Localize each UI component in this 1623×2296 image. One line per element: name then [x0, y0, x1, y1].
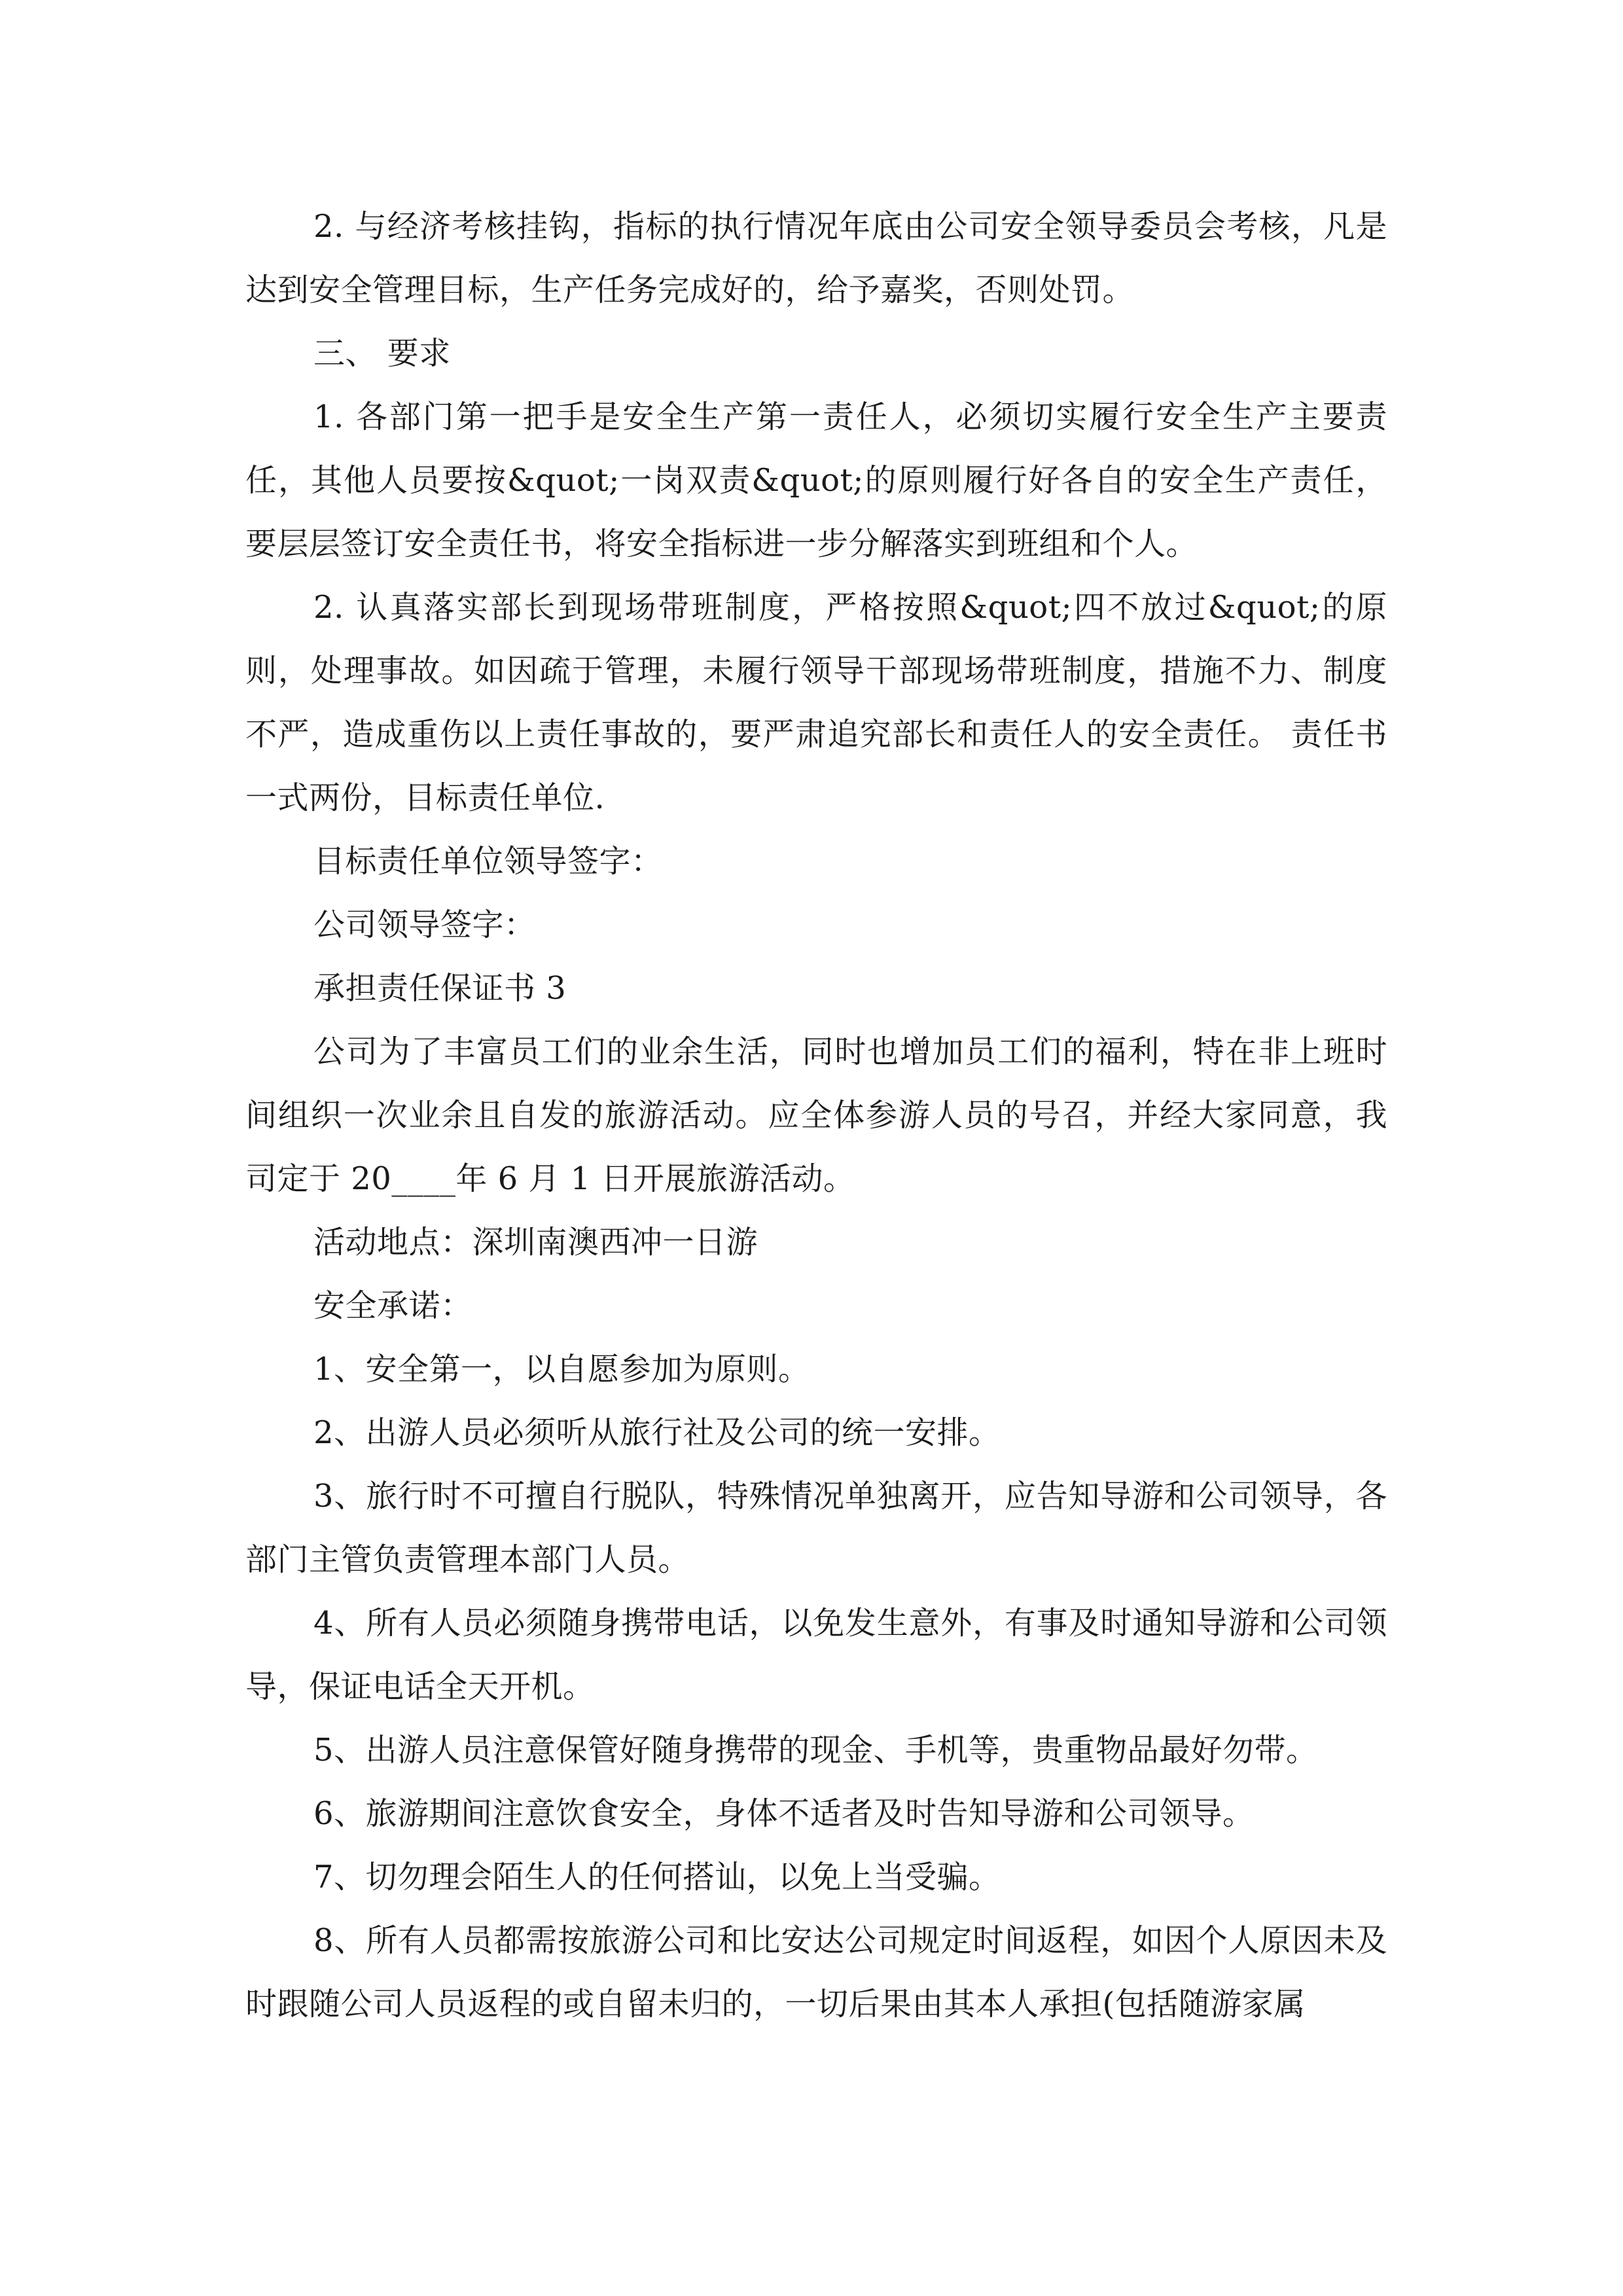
- safety-item-8: 8、所有人员都需按旅游公司和比安达公司规定时间返程，如因个人原因未及时跟随公司人员返程的或自留未归的，一切后果由其本人承担(包括随游家属: [245, 1922, 1387, 2022]
- paragraph-requirement-2: 2. 认真落实部长到现场带班制度，严格按照&quot;四不放过&quot;的原则，处理事故。如因疏于管理，未履行领导干部现场带班制度，措施不力、制度不严，造成重伤以上责任事故的，要严肃追究部长和责任人的安全责任。 责任书一式两份，目标责任单位.: [245, 589, 1387, 816]
- section-heading-requirements: 三、 要求: [313, 335, 451, 372]
- safety-item-1: 1、安全第一，以自愿参加为原则。: [313, 1351, 810, 1388]
- paragraph-assessment: 2. 与经济考核挂钩，指标的执行情况年底由公司安全领导委员会考核，凡是达到安全管理目标，生产任务完成好的，给予嘉奖，否则处罚。: [245, 208, 1387, 308]
- safety-item-2: 2、出游人员必须听从旅行社及公司的统一安排。: [313, 1414, 1001, 1451]
- document-title-guarantee-3: 承担责任保证书 3: [313, 970, 567, 1007]
- document-body: [245, 195, 1387, 2036]
- safety-item-6: 6、旅游期间注意饮食安全，身体不适者及时告知导游和公司领导。: [313, 1795, 1255, 1832]
- paragraph-trip-intro: 公司为了丰富员工们的业余生活，同时也增加员工们的福利，特在非上班时间组织一次业余且自发的旅游活动。应全体参游人员的号召，并经大家同意，我司定于 20____年 6 月 1 日开展旅游活动。: [245, 1033, 1387, 1197]
- paragraph-safety-heading: 安全承诺：: [313, 1287, 473, 1324]
- paragraph-trip-location: 活动地点：深圳南澳西冲一日游: [313, 1224, 758, 1261]
- paragraph-requirement-1: 1. 各部门第一把手是安全生产第一责任人，必须切实履行安全生产主要责任，其他人员要按&quot;一岗双责&quot;的原则履行好各自的安全生产责任，要层层签订安全责任书，将安全指标进一步分解落实到班组和个人。: [245, 399, 1387, 562]
- signature-line-company-leader: 公司领导签字：: [313, 906, 536, 943]
- safety-item-5: 5、出游人员注意保管好随身携带的现金、手机等，贵重物品最好勿带。: [313, 1732, 1318, 1768]
- safety-item-3: 3、旅行时不可擅自行脱队，特殊情况单独离开，应告知导游和公司领导，各部门主管负责管理本部门人员。: [245, 1478, 1387, 1578]
- safety-item-4: 4、所有人员必须随身携带电话，以免发生意外，有事及时通知导游和公司领导，保证电话全天开机。: [245, 1605, 1387, 1705]
- safety-item-7: 7、切勿理会陌生人的任何搭讪，以免上当受骗。: [313, 1859, 1001, 1895]
- signature-line-unit-leader: 目标责任单位领导签字：: [313, 843, 663, 880]
